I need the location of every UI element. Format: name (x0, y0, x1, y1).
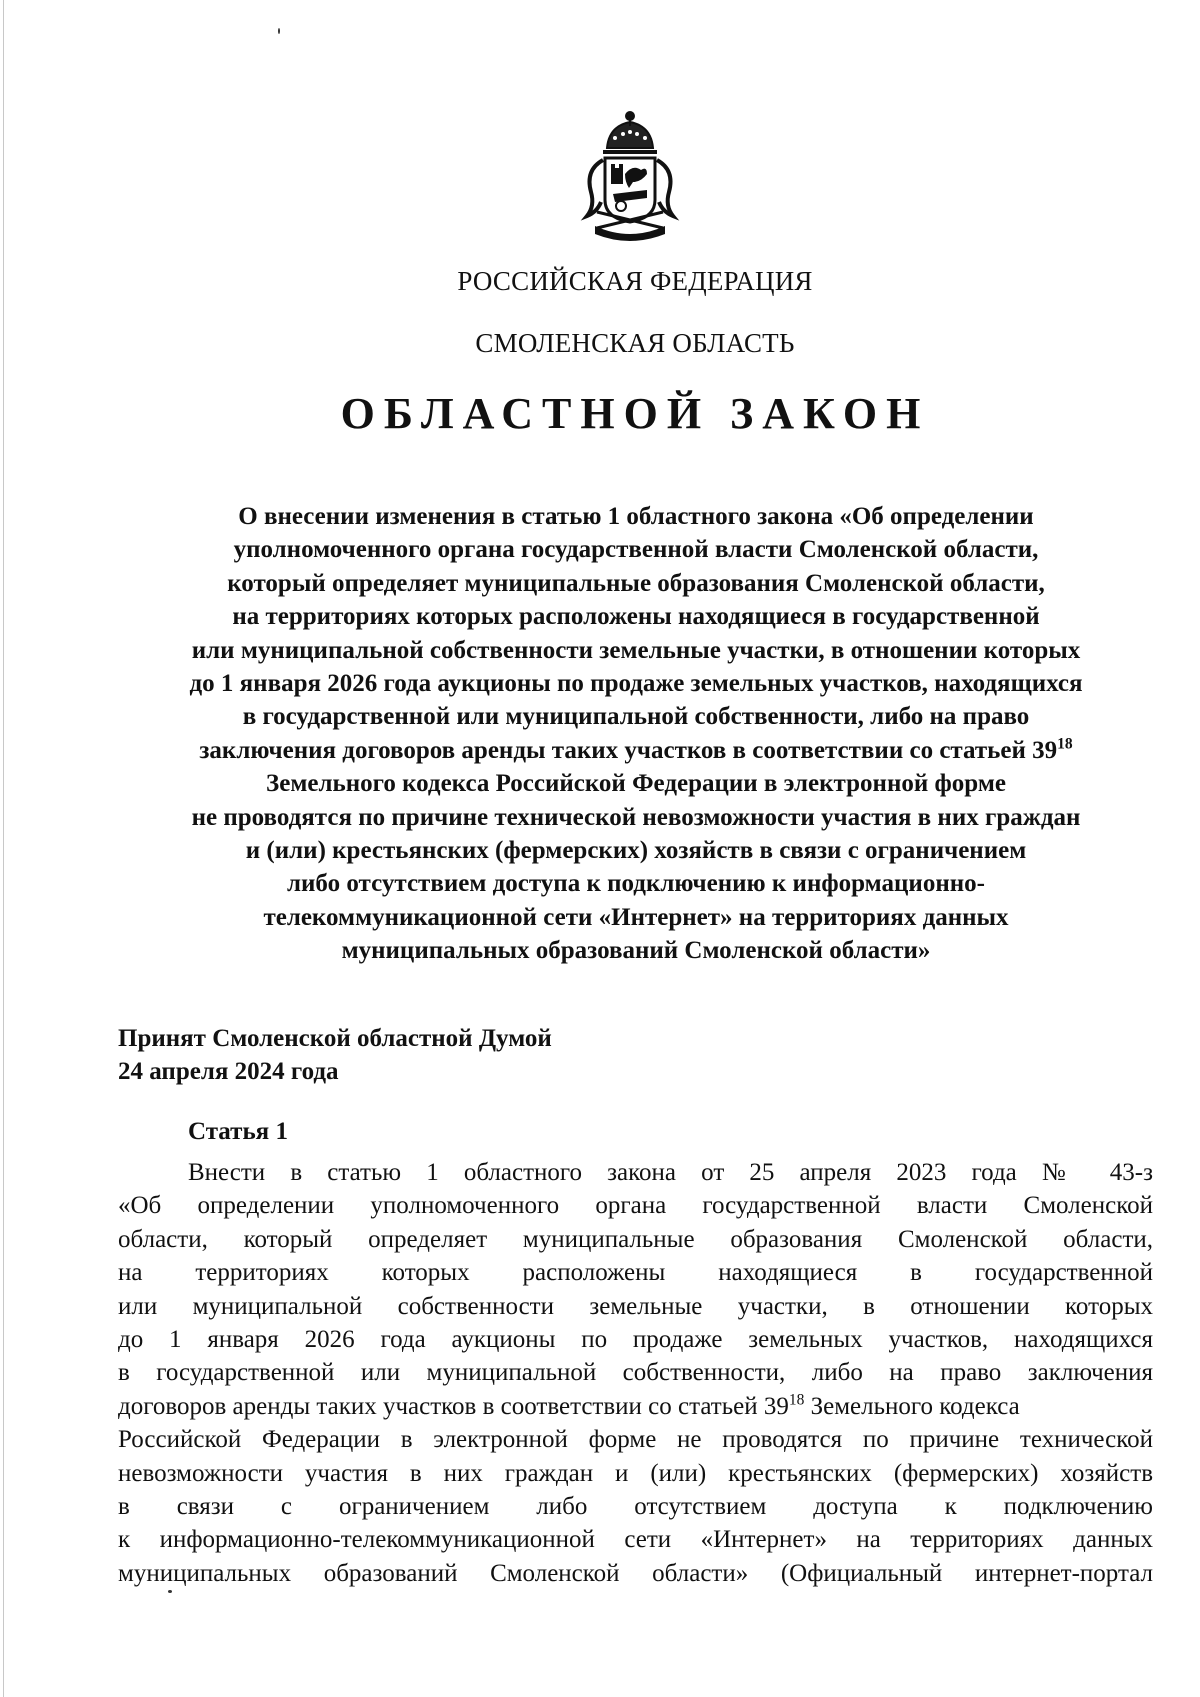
article-line: муниципальных образований Смоленской области» (Официальный интернет-портал (118, 1559, 1153, 1587)
law-title-line: в государственной или муниципальной собственности, либо на право (242, 703, 1030, 731)
article-line-tail: Земельного кодекса (804, 1392, 1020, 1420)
article-line: до 1 января 2026 года аукционы по продаже земельных участков, находящихся (118, 1326, 1153, 1354)
document-type-heading: ОБЛАСТНОЙ ЗАКОН (340, 389, 930, 438)
article-line: области, который определяет муниципальные образования Смоленской области, (118, 1225, 1153, 1253)
law-title-line: до 1 января 2026 года аукционы по продаже земельных участков, находящихся (189, 670, 1083, 698)
article-line: или муниципальной собственности земельные участки, в отношении которых (118, 1292, 1153, 1320)
law-title-line: телекоммуникационной сети «Интернет» на территориях данных (263, 903, 1009, 931)
article-body (118, 1156, 1153, 1590)
law-title-line: который определяет муниципальные образования Смоленской области, (227, 569, 1045, 597)
adoption-note (118, 1022, 552, 1088)
law-title-line-text: заключения договоров аренды таких участков в соответствии со статьей 39 (199, 736, 1058, 764)
article-heading: Статья 1 (188, 1118, 288, 1145)
law-title-line: не проводятся по причине технической невозможности участия в них граждан (191, 803, 1081, 831)
article-line-with-superscript (118, 1390, 1153, 1423)
article-line: в государственной или муниципальной собственности, либо на право заключения (118, 1359, 1153, 1387)
law-title-line: либо отсутствием доступа к подключению к информационно- (287, 870, 985, 898)
article-number-superscript: 18 (1057, 735, 1073, 753)
law-title-line: или муниципальной собственности земельные участки, в отношении которых (191, 636, 1081, 664)
article-number-superscript: 18 (788, 1391, 805, 1409)
article-line: «Об определении уполномоченного органа государственной власти Смоленской (118, 1192, 1153, 1220)
article-line: невозможности участия в них граждан и (или) крестьянских (фермерских) хозяйств (118, 1459, 1153, 1487)
law-title-line: уполномоченного органа государственной власти Смоленской области, (233, 536, 1039, 564)
article-line: в связи с ограничением либо отсутствием доступа к подключению (118, 1493, 1153, 1521)
law-title-line: О внесении изменения в статью 1 областного закона «Об определении (238, 503, 1034, 530)
adoption-body: Принят Смоленской областной Думой (118, 1025, 552, 1052)
smolensk-coat-of-arms-icon (575, 108, 685, 248)
country-heading: РОССИЙСКАЯ ФЕДЕРАЦИЯ (457, 266, 813, 296)
law-title-line: на территориях которых расположены находящиеся в государственной (232, 603, 1040, 631)
article-line: Внести в статью 1 областного закона от 25 апреля 2023 года № 43-з (188, 1159, 1153, 1186)
law-title (118, 500, 1154, 968)
article-line: на территориях которых расположены находящиеся в государственной (118, 1259, 1153, 1287)
law-title-line-with-superscript (118, 734, 1154, 767)
law-title-line: Земельного кодекса Российской Федерации в электронной форме (266, 770, 1006, 798)
scan-speck (168, 1590, 172, 1593)
scan-edge (3, 0, 4, 1697)
article-line-text: договоров аренды таких участков в соответствии со статьей 39 (118, 1392, 789, 1420)
scan-speck (278, 28, 280, 34)
article-line: Российской Федерации в электронной форме не проводятся по причине технической (118, 1426, 1153, 1454)
law-title-line: и (или) крестьянских (фермерских) хозяйств в связи с ограничением (245, 837, 1027, 865)
region-heading: СМОЛЕНСКАЯ ОБЛАСТЬ (475, 328, 795, 358)
adoption-date: 24 апреля 2024 года (118, 1058, 339, 1085)
article-line: к информационно-телекоммуникационной сети «Интернет» на территориях данных (118, 1526, 1153, 1554)
law-title-line: муниципальных образований Смоленской области» (341, 937, 931, 965)
